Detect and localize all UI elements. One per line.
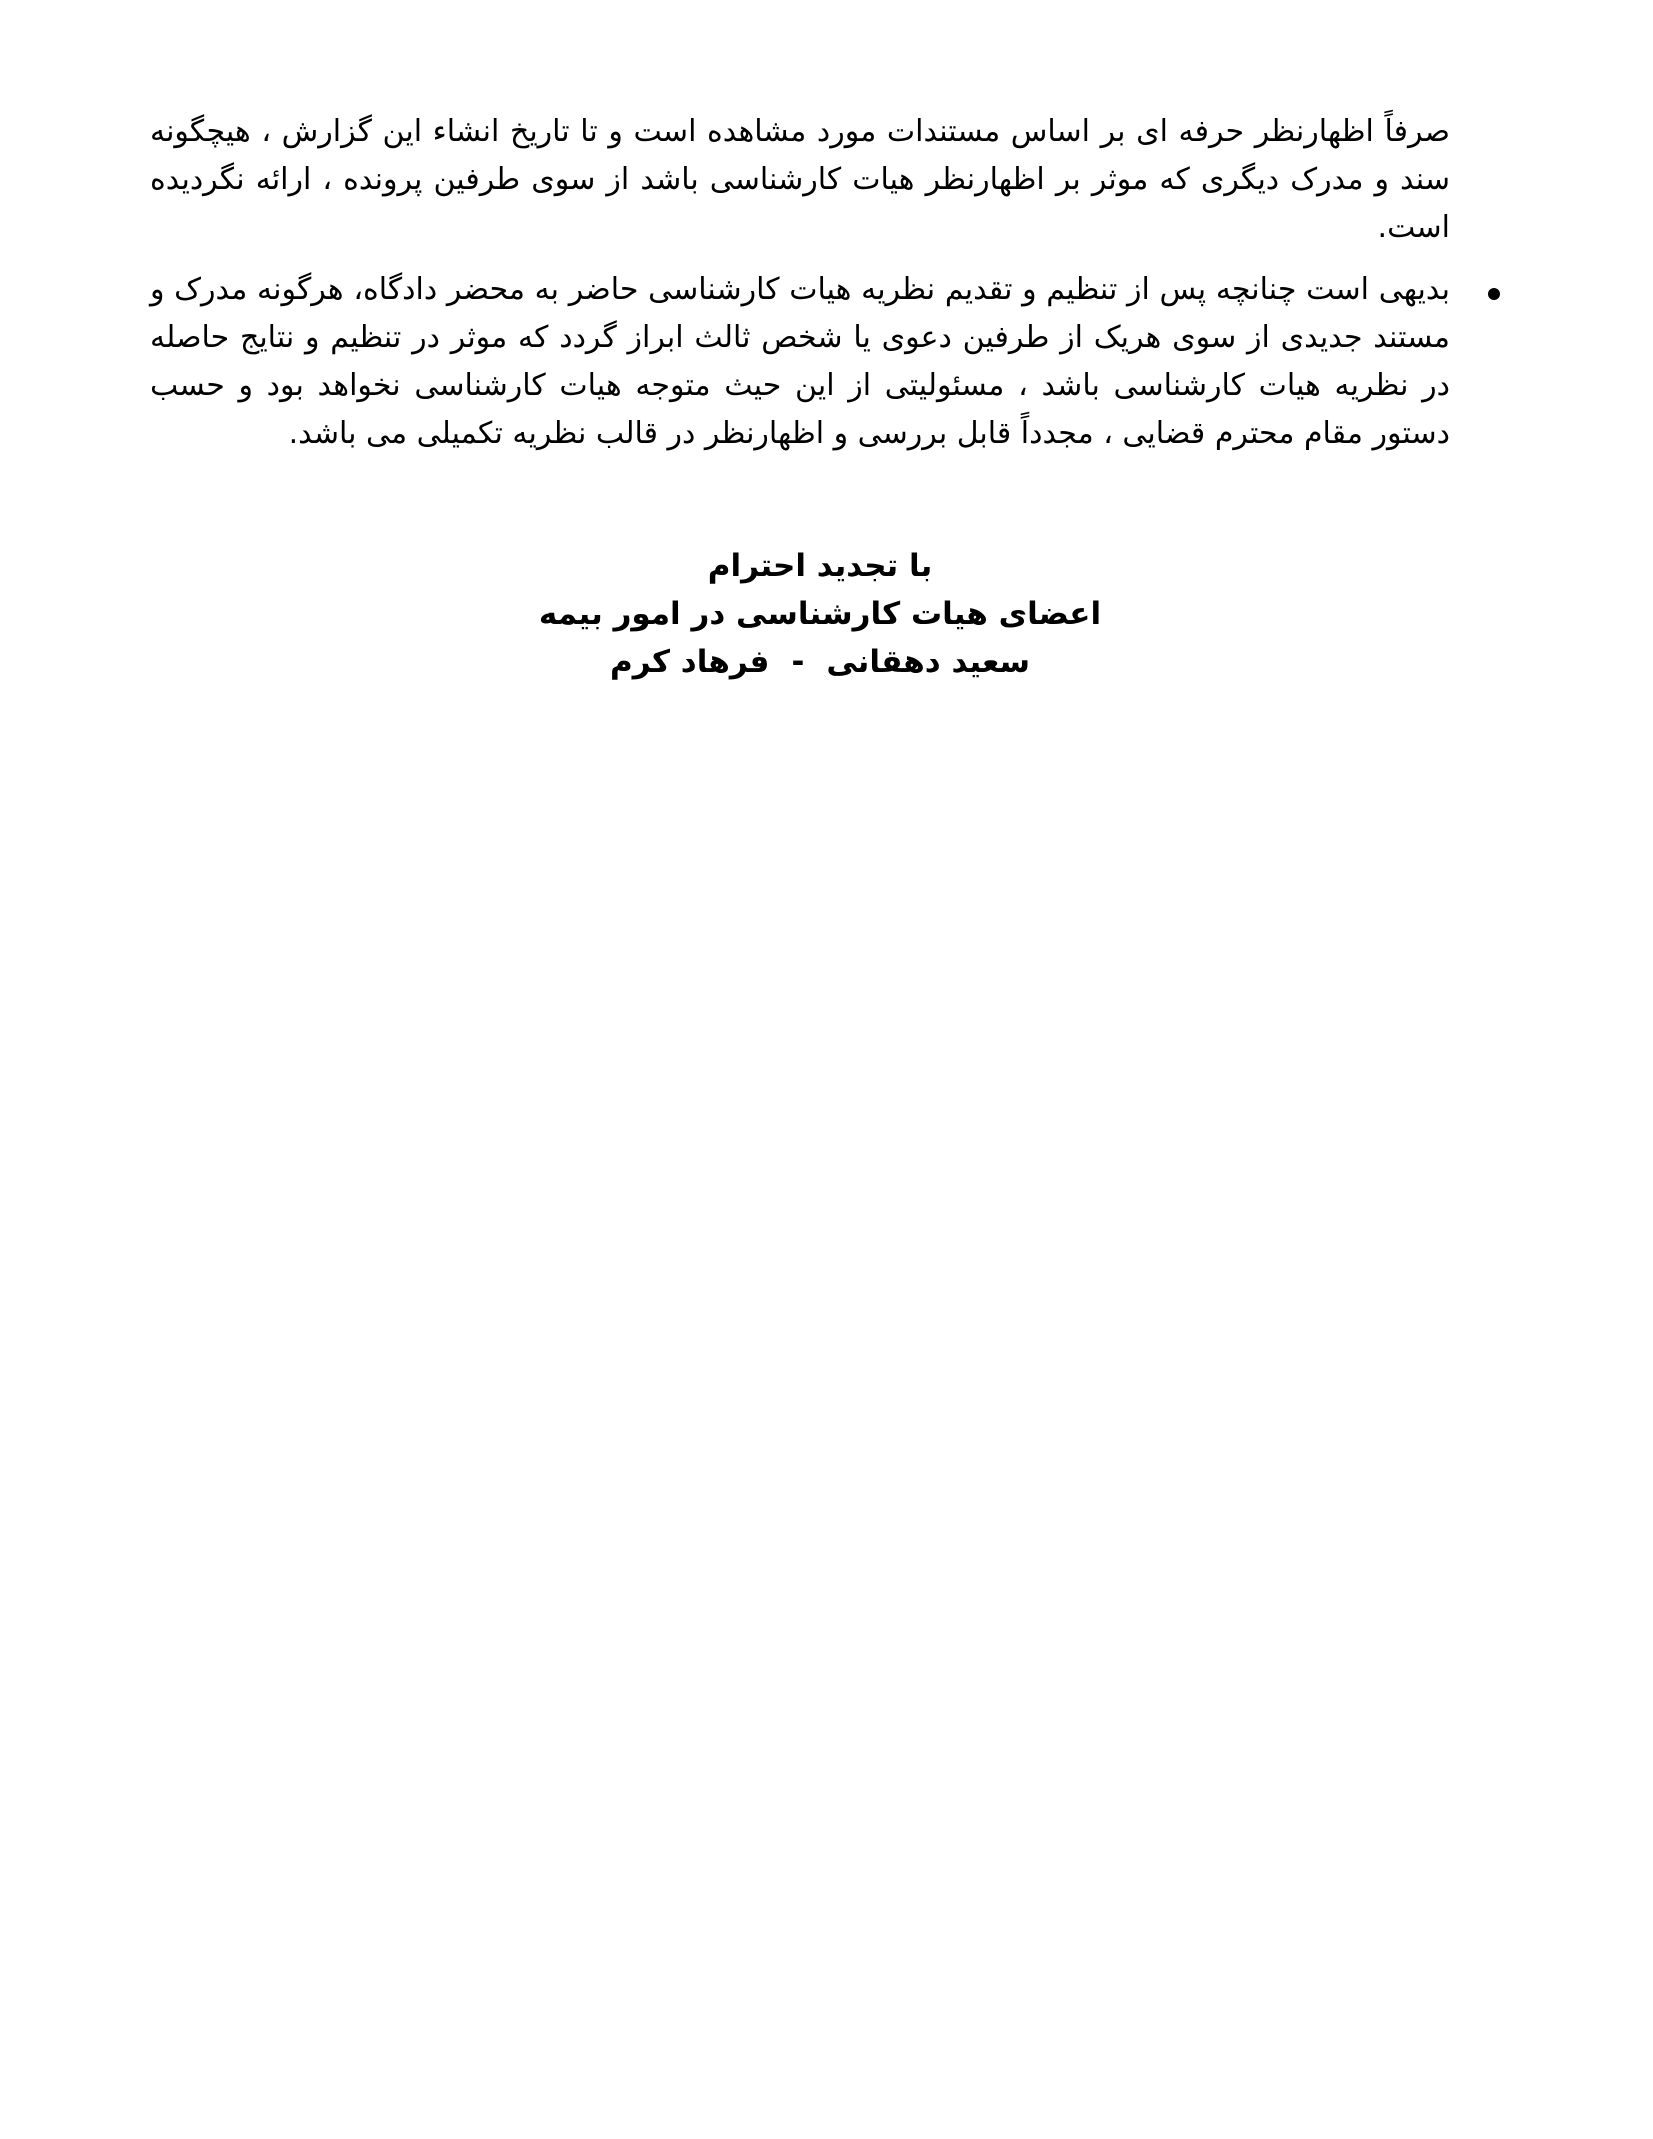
paragraph-bullet: بدیهی است چنانچه پس از تنظیم و تقدیم نظریه هیات کارشناسی حاضر به محضر دادگاه، هرگونه مدرک و مستند جدیدی از سوی هریک از طرفین دعوی یا شخص ثالث ابراز گردد که موثر در تنظیم و نتایج حاصله در نظریه هیات کارشناسی باشد ، مسئولیتی از این حیث متوجه هیات کارشناسی نخواهد بود و حسب دستور مقام محترم قضایی ، مجدداً قابل بررسی و اظهارنظر در قالب نظریه تکمیلی می باشد. <box>150 272 1450 451</box>
bullet-list-item <box>150 266 1450 458</box>
bullet-icon <box>1488 288 1500 300</box>
signature-member-1: سعید دهقانی <box>826 644 1031 680</box>
signature-names <box>450 638 1190 686</box>
document-body <box>150 108 1450 458</box>
signature-greeting: با تجدید احترام <box>707 548 933 584</box>
signature-committee: اعضای هیات کارشناسی در امور بیمه <box>538 596 1102 632</box>
signature-separator: - <box>791 644 805 680</box>
signature-block <box>450 542 1190 686</box>
paragraph-continuation: صرفاً اظهارنظر حرفه ای بر اساس مستندات مورد مشاهده است و تا تاریخ انشاء این گزارش ، هیچگونه سند و مدرک دیگری که موثر بر اظهارنظر هیات کارشناسی باشد از سوی طرفین پرونده ، ارائه نگردیده است. <box>150 114 1450 245</box>
signature-member-2: فرهاد کرم <box>609 644 770 680</box>
